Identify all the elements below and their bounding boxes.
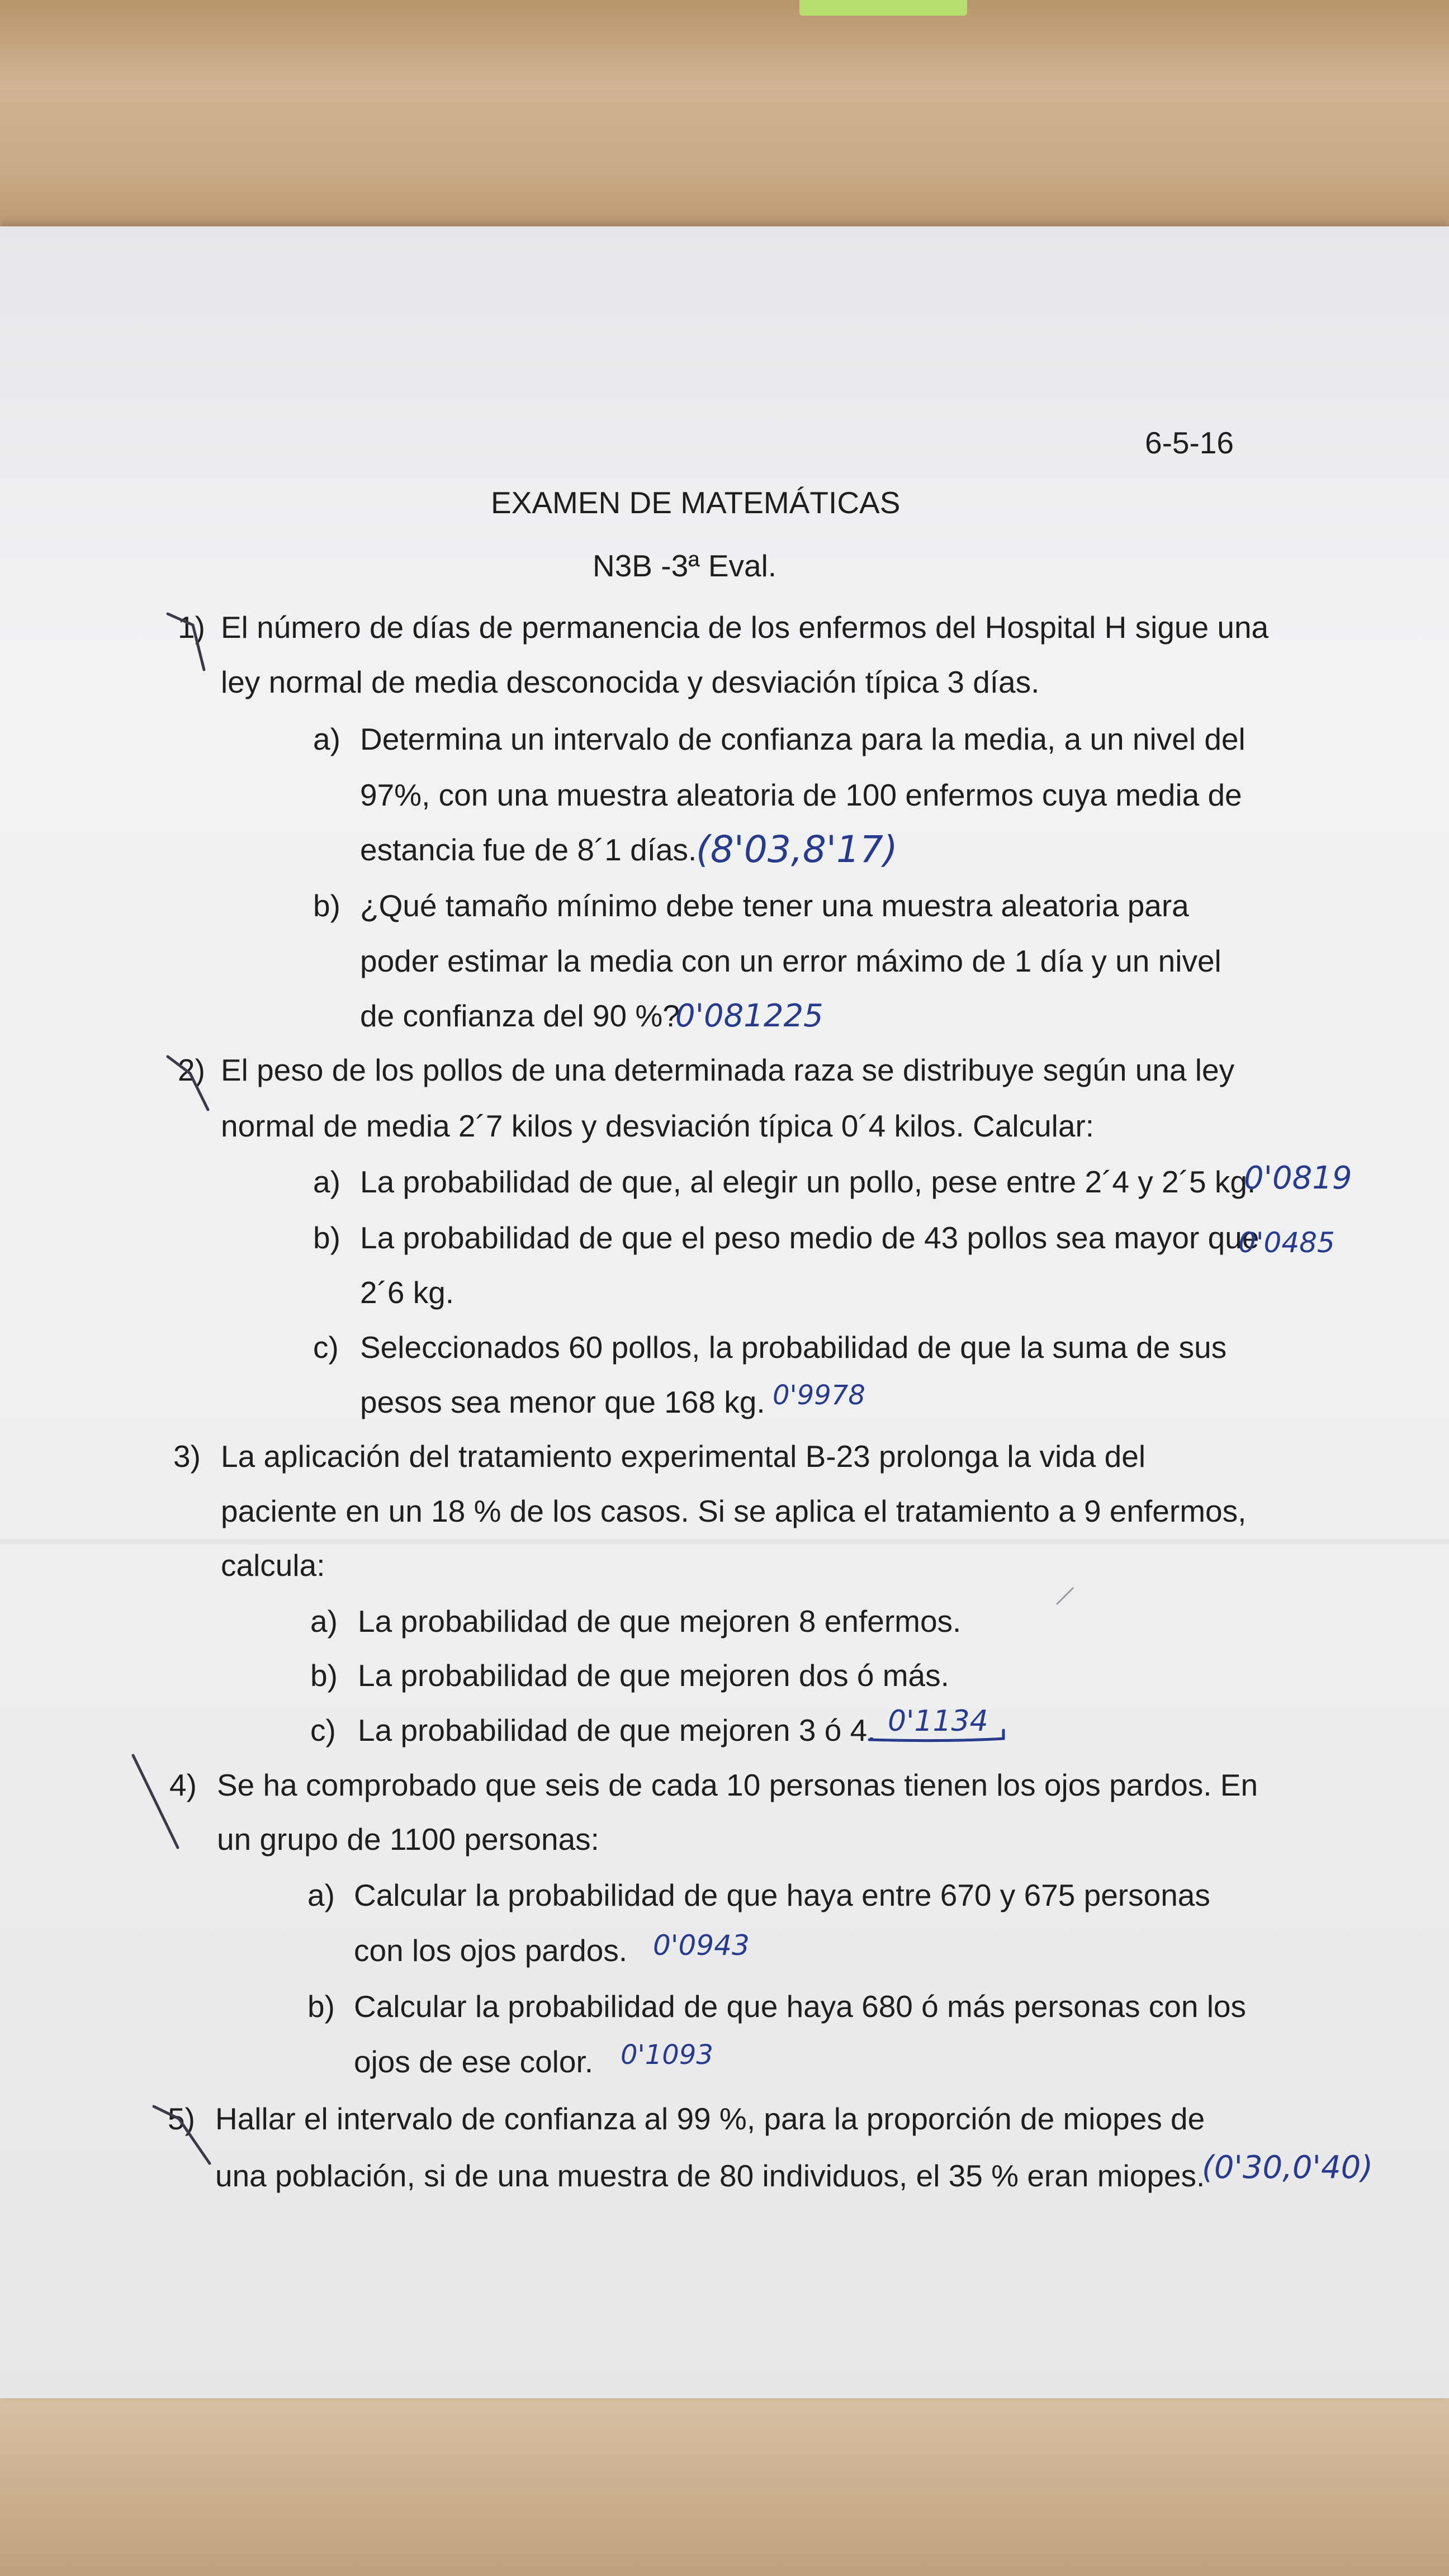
q2-part-a-line-1: La probabilidad de que, al elegir un pollo, pese entre 2´4 y 2´5 kg. [360,1164,1256,1199]
q4-part-b-letter: b) [307,1989,335,2024]
q2-part-c-line-1: Seleccionados 60 pollos, la probabilidad de que la suma de sus [360,1330,1227,1365]
question-1-line-1: El número de días de permanencia de los enfermos del Hospital H sigue una [221,610,1269,645]
q3-part-c-answer: 0'1134 [888,1704,988,1738]
q1-part-b-line-3: de confianza del 90 %? [360,998,680,1033]
q3-part-a-letter: a) [310,1604,338,1639]
question-2-line-2: normal de media 2´7 kilos y desviación típica 0´4 kilos. Calcular: [221,1109,1095,1143]
question-3-line-2: paciente en un 18 % de los casos. Si se aplica el tratamiento a 9 enfermos, [221,1494,1247,1528]
q4-part-b-answer: 0'1093 [621,2039,713,2071]
q3-part-c-line-1: La probabilidad de que mejoren 3 ó 4. [358,1713,876,1748]
q4-part-a-letter: a) [307,1878,335,1912]
q4-part-b-line-2: ojos de ese color. [354,2044,594,2079]
q4-part-a-line-2: con los ojos pardos. [354,1933,628,1968]
q1-part-a-line-2: 97%, con una muestra aleatoria de 100 enfermos cuya media de [360,778,1242,812]
q2-check-mark [168,1053,208,1110]
q2-part-b-line-1: La probabilidad de que el peso medio de 43 pollos sea mayor que [360,1220,1259,1255]
exam-date: 6-5-16 [1145,425,1234,460]
question-1-line-2: ley normal de media desconocida y desviación típica 3 días. [221,665,1040,699]
q1-part-a-letter: a) [313,722,340,756]
q2-part-a-answer: 0'0819 [1244,1160,1352,1196]
question-3-number: 3) [173,1439,201,1474]
q2-part-b-answer: 0'0485 [1238,1227,1335,1259]
q1-part-a-answer: (8'03,8'17) [696,828,898,871]
q5-answer: (0'30,0'40) [1202,2149,1374,2186]
question-2-number: 2) [178,1053,205,1087]
q5-check-mark [154,2101,210,2163]
pencil-stray-mark [1057,1588,1073,1604]
q1-part-b-answer: 0'081225 [675,998,823,1034]
q4-part-b-line-1: Calcular la probabilidad de que haya 680 ó más personas con los [354,1989,1247,2024]
q3-part-a-line-1: La probabilidad de que mejoren 8 enfermos. [358,1604,962,1639]
q4-part-a-answer: 0'0943 [653,1929,750,1962]
q2-part-b-letter: b) [313,1220,340,1255]
question-3-line-3: calcula: [221,1548,325,1583]
question-5-line-1: Hallar el intervalo de confianza al 99 %, para la proporción de miopes de [215,2101,1205,2136]
q2-part-c-line-2: pesos sea menor que 168 kg. [360,1385,765,1419]
question-5-number: 5) [168,2101,195,2136]
q1-check-mark [168,610,205,670]
q2-part-c-answer: 0'9978 [773,1380,865,1411]
exam-title: EXAMEN DE MATEMÁTICAS [491,485,901,520]
q3-part-c-letter: c) [310,1713,336,1748]
question-2-line-1: El peso de los pollos de una determinada raza se distribuye según una ley [221,1053,1235,1087]
question-3-line-1: La aplicación del tratamiento experimental B-23 prolonga la vida del [221,1439,1146,1474]
question-5-line-2: una población, si de una muestra de 80 individuos, el 35 % eran miopes. [215,2158,1205,2193]
question-4-line-2: un grupo de 1100 personas: [217,1822,599,1857]
q2-part-b-line-2: 2´6 kg. [360,1275,454,1310]
question-4-line-1: Se ha comprobado que seis de cada 10 personas tienen los ojos pardos. En [217,1768,1258,1802]
q2-part-a-letter: a) [313,1164,340,1199]
q2-part-c-letter: c) [313,1330,339,1365]
exam-group: N3B -3ª Eval. [593,548,777,583]
q3-part-b-letter: b) [310,1658,338,1693]
q3c-answer-underline [869,1730,1003,1741]
q3-part-b-line-1: La probabilidad de que mejoren dos ó más. [358,1658,949,1693]
question-4-number: 4) [169,1768,197,1802]
q4-slash-mark [133,1755,178,1848]
q1-part-b-line-1: ¿Qué tamaño mínimo debe tener una muestra aleatoria para [360,888,1189,923]
q1-part-b-letter: b) [313,888,340,923]
question-1-number: 1) [178,610,205,645]
q1-part-b-line-2: poder estimar la media con un error máximo de 1 día y un nivel [360,944,1221,978]
q1-part-a-line-3: estancia fue de 8´1 días. [360,832,697,867]
q1-part-a-line-1: Determina un intervalo de confianza para la media, a un nivel del [360,722,1246,756]
q4-part-a-line-1: Calcular la probabilidad de que haya entre 670 y 675 personas [354,1878,1210,1912]
